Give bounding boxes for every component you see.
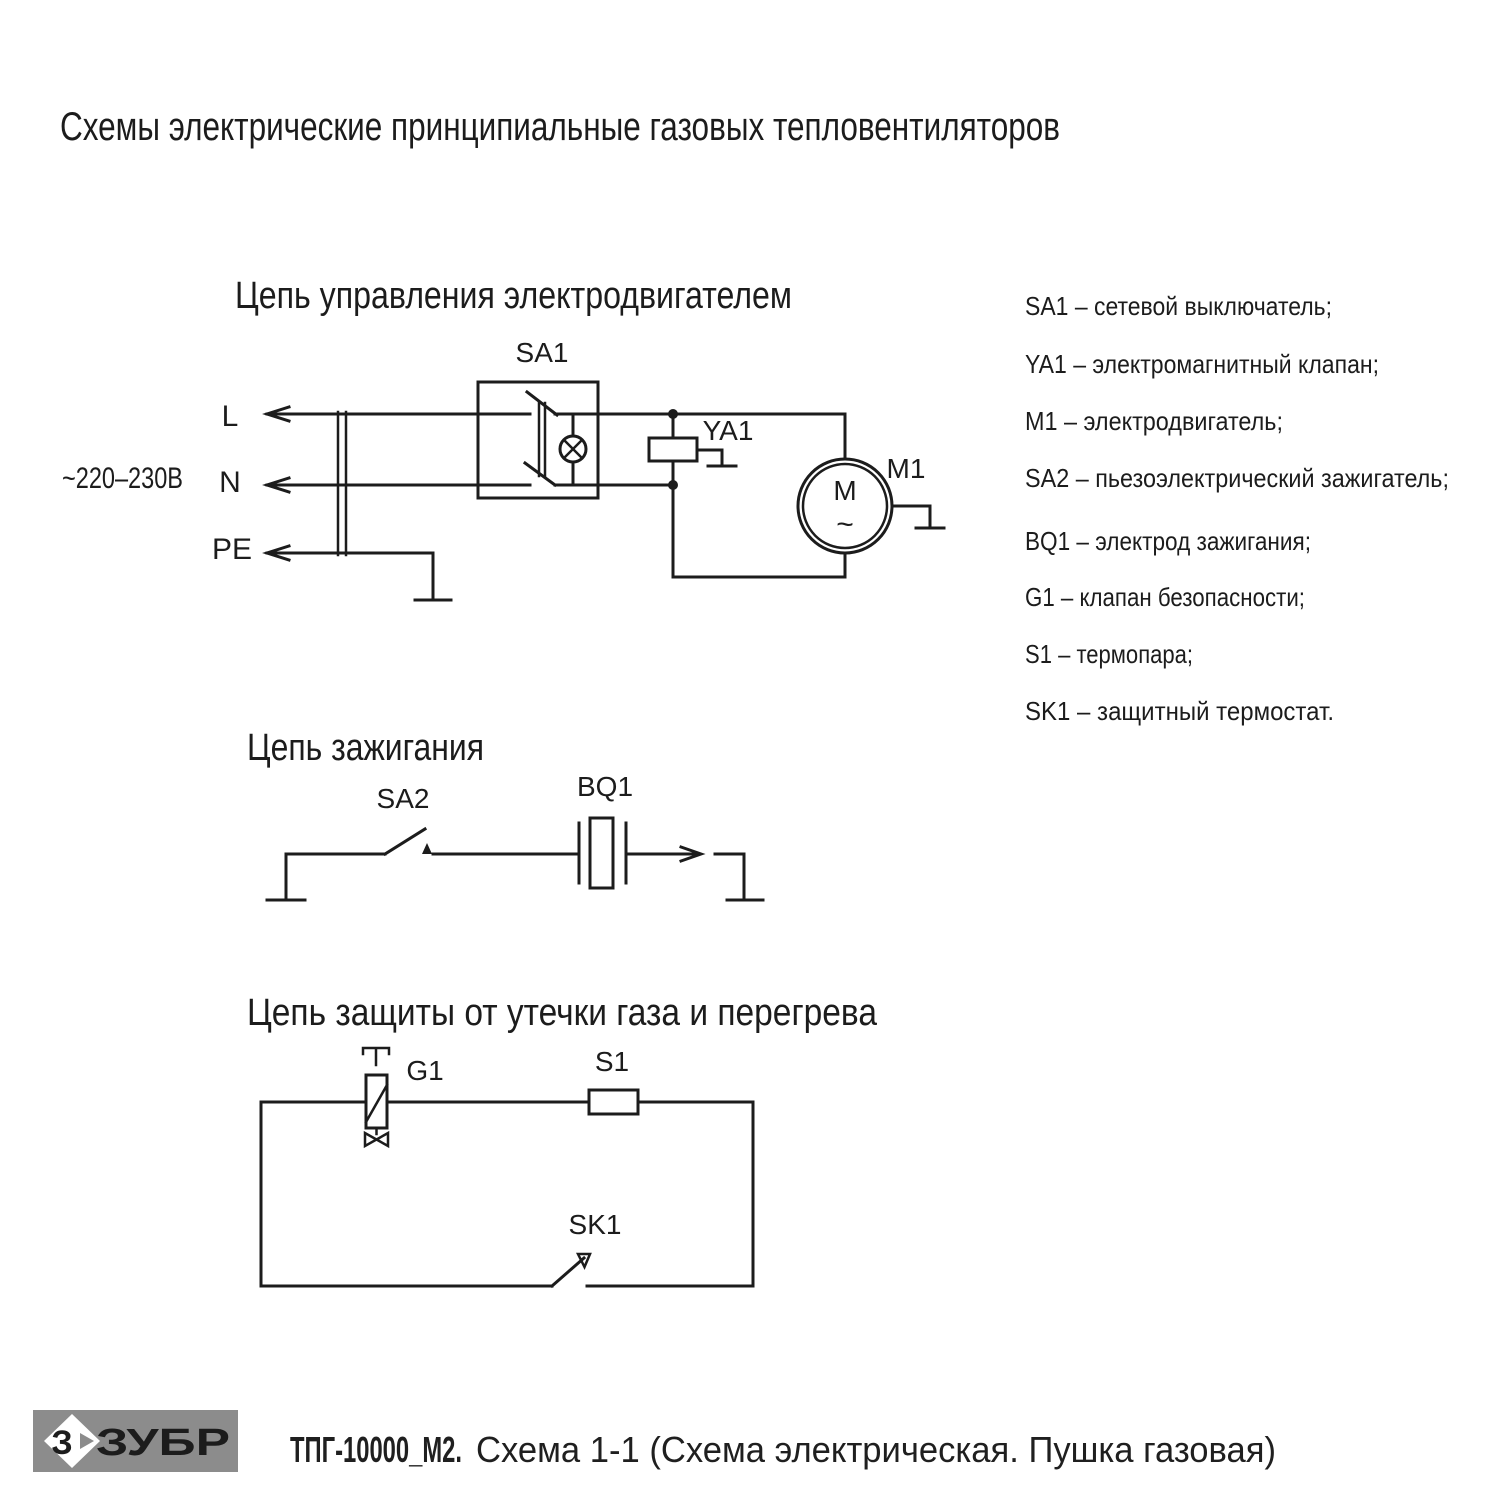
footer-caption — [290, 1429, 1276, 1470]
sk1-label: SK1 — [568, 1209, 622, 1240]
page-title: Схемы электрические принципиальные газовых тепловентиляторов — [60, 105, 1060, 149]
m1-motor-symbol — [798, 453, 944, 553]
s1-thermocouple-symbol — [589, 1046, 638, 1114]
footer-model: ТПГ-10000_М2. — [290, 1429, 462, 1470]
footer-caption-text: Схема 1-1 (Схема электрическая. Пушка газовая) — [476, 1429, 1276, 1470]
m1-label: M1 — [886, 453, 926, 484]
sa1-label: SA1 — [515, 337, 569, 368]
legend-item: S1 – термопара; — [1025, 639, 1193, 669]
legend-item: M1 – электродвигатель; — [1025, 406, 1283, 436]
motor-ac-wave: ~ — [836, 508, 854, 541]
voltage-label: ~220–230В — [62, 462, 183, 495]
legend-item: G1 – клапан безопасности; — [1025, 582, 1305, 612]
g1-label: G1 — [406, 1055, 444, 1086]
ya1-label: YA1 — [702, 415, 754, 446]
ignition-circuit — [247, 727, 763, 900]
legend-item: BQ1 – электрод зажигания; — [1025, 526, 1311, 556]
legend-item: YA1 – электромагнитный клапан; — [1025, 349, 1379, 379]
line-label-l: L — [221, 400, 239, 433]
legend-item: SA2 – пьезоэлектрический зажигатель; — [1025, 463, 1449, 493]
left-ground-icon — [267, 854, 305, 900]
line-label-pe: PE — [211, 533, 253, 566]
sk1-thermostat-symbol — [552, 1209, 621, 1286]
protection-circuit — [247, 992, 878, 1286]
s1-label: S1 — [594, 1046, 630, 1077]
bq1-label: BQ1 — [576, 771, 634, 802]
legend-item: SA1 – сетевой выключатель; — [1025, 291, 1332, 321]
motor-letter: M — [833, 475, 857, 506]
legend — [1025, 291, 1449, 726]
wire-motor-bottom — [673, 485, 845, 577]
circuit2-title: Цепь зажигания — [247, 727, 484, 769]
zubr-logo — [33, 1410, 238, 1472]
motor-control-circuit — [62, 275, 944, 600]
pushbutton-triangle-icon — [422, 843, 432, 854]
logo-brand-text: ЗУБР — [96, 1422, 230, 1464]
wire — [715, 854, 744, 900]
logo-letter: З — [51, 1424, 73, 1462]
g1-safety-valve-symbol — [363, 1048, 444, 1146]
sa2-igniter-symbol — [377, 783, 432, 854]
ya1-valve-symbol — [649, 414, 753, 485]
line-label-n: N — [219, 466, 241, 499]
bq1-electrode-symbol — [577, 771, 633, 888]
circuit1-title: Цепь управления электродвигателем — [235, 275, 792, 317]
legend-item: SK1 – защитный термостат. — [1025, 696, 1334, 726]
circuit3-title: Цепь защиты от утечки газа и перегрева — [247, 992, 878, 1034]
sa2-label: SA2 — [376, 783, 430, 814]
wire-pe — [267, 553, 433, 600]
sa1-switch-symbol — [478, 337, 845, 498]
switch-lamp-icon — [560, 414, 586, 485]
footer — [33, 1410, 1276, 1472]
